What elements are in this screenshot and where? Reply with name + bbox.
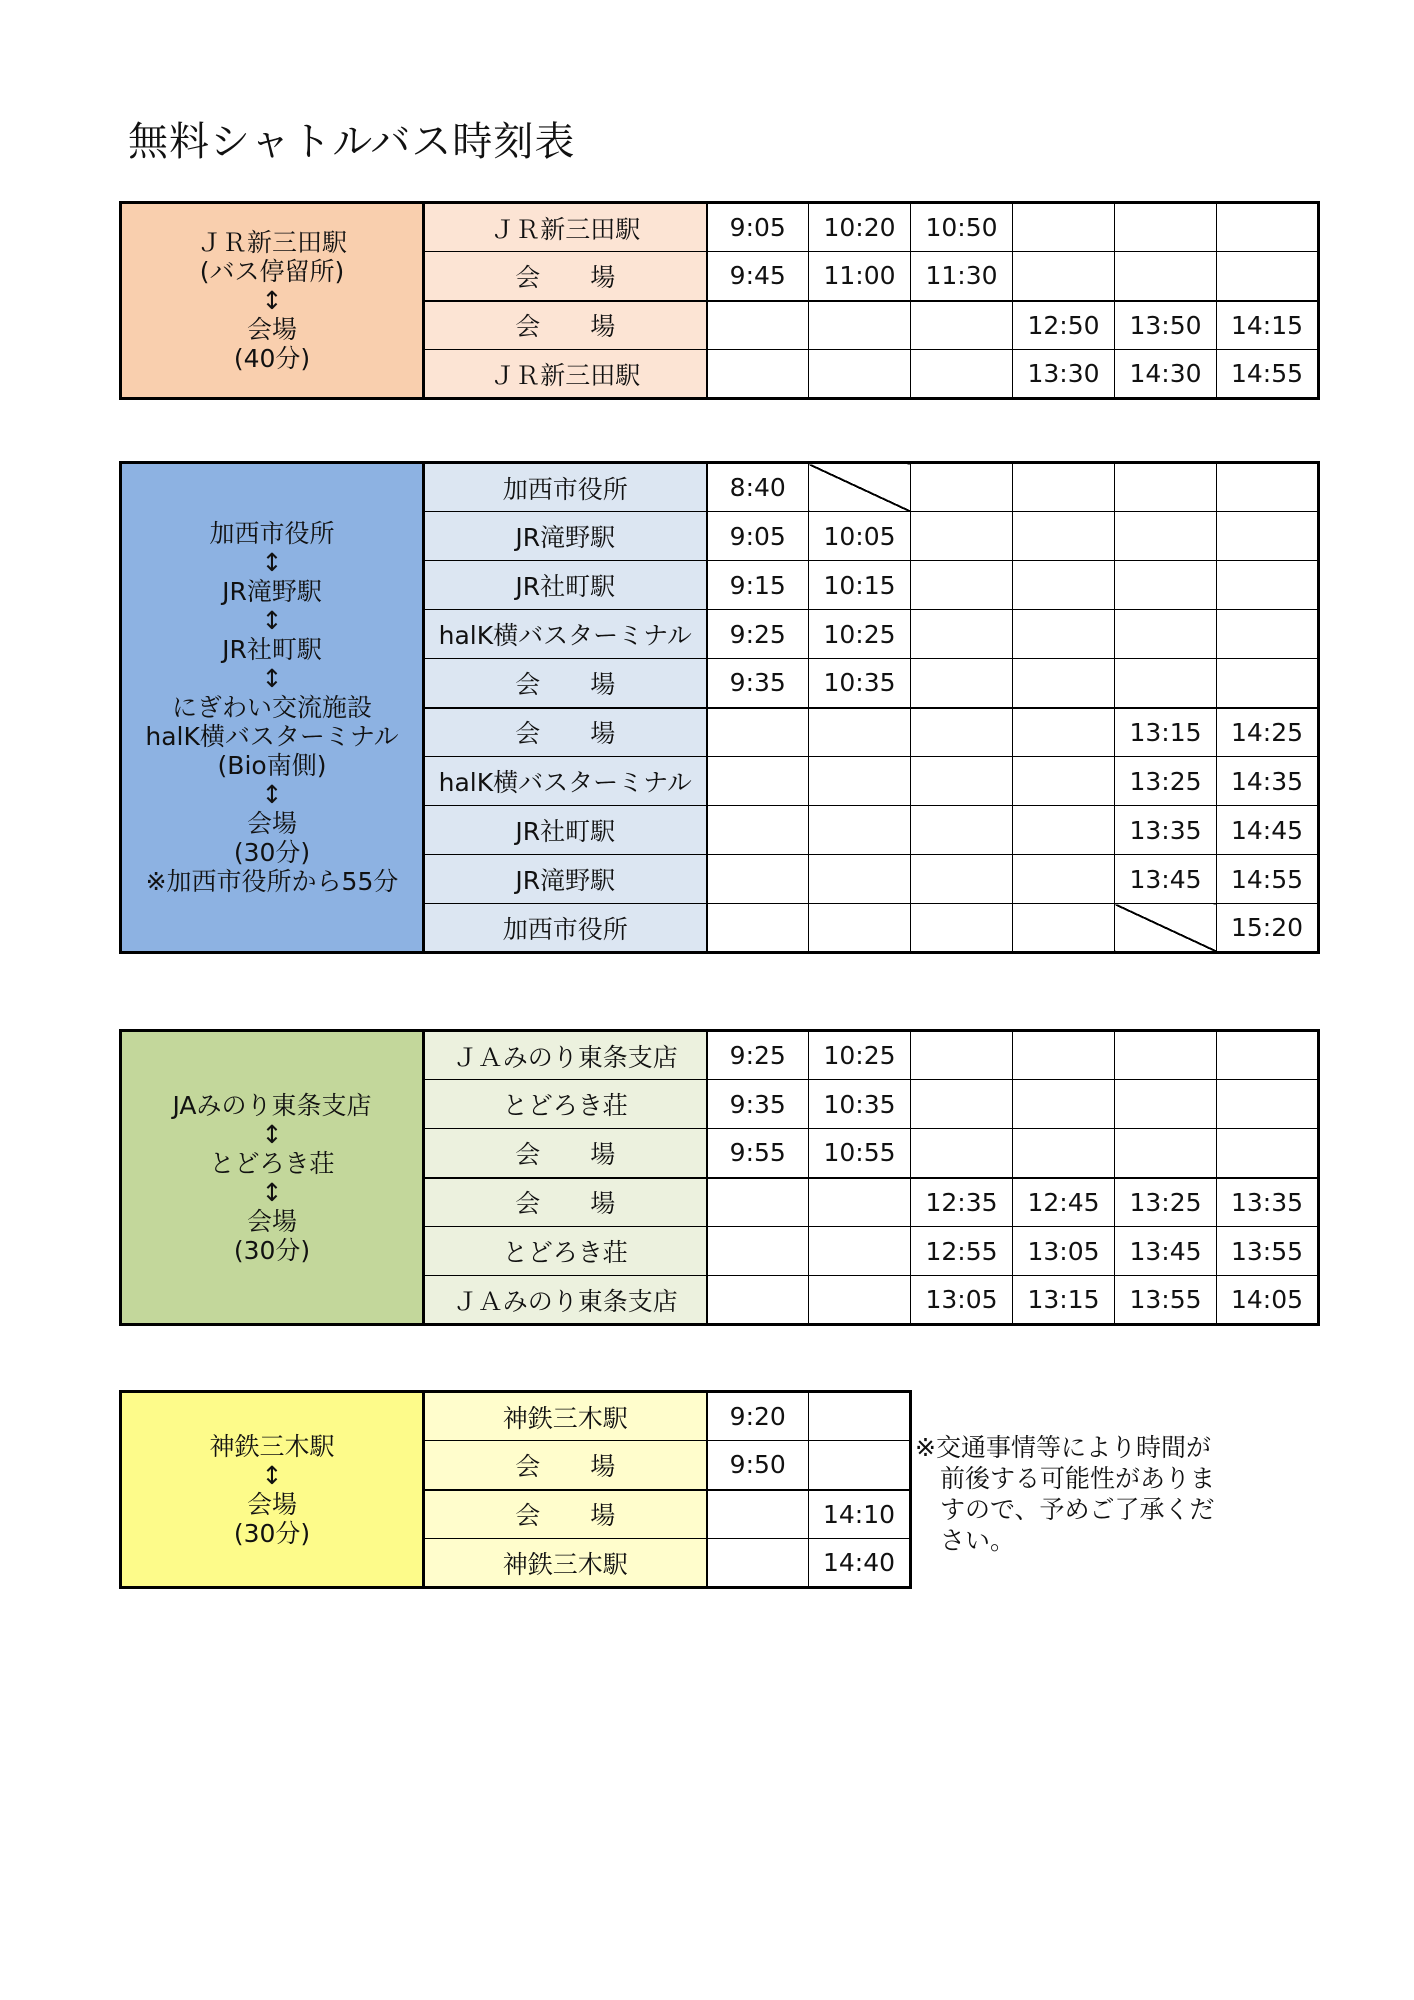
time-cell — [1115, 1129, 1217, 1178]
stop-name: JR滝野駅 — [424, 512, 707, 561]
time-cell: 13:45 — [1115, 855, 1217, 904]
time-cell — [911, 904, 1013, 953]
time-cell: 13:30 — [1013, 350, 1115, 399]
route-line: (30分) — [233, 1235, 311, 1265]
time-cell — [911, 561, 1013, 610]
time-cell — [707, 855, 809, 904]
table-row — [121, 203, 1319, 252]
time-cell — [1217, 561, 1319, 610]
time-cell — [1013, 1031, 1115, 1080]
time-cell — [911, 659, 1013, 708]
time-cell: 10:05 — [809, 512, 911, 561]
time-cell — [707, 806, 809, 855]
time-cell: 14:35 — [1217, 757, 1319, 806]
route-line: ↕ — [261, 1177, 283, 1207]
stop-name: 加西市役所 — [424, 904, 707, 953]
time-cell — [809, 806, 911, 855]
time-cell — [707, 757, 809, 806]
stop-name: 会 場 — [424, 1129, 707, 1178]
time-cell: 9:15 — [707, 561, 809, 610]
route-line: ↕ — [261, 1460, 283, 1490]
time-cell: 9:05 — [707, 512, 809, 561]
stop-name: JR社町駅 — [424, 561, 707, 610]
route-line: (30分) — [233, 838, 311, 867]
timetable-ja-minori — [119, 1029, 1320, 1326]
time-cell — [1013, 757, 1115, 806]
time-cell — [911, 1129, 1013, 1178]
time-cell — [1217, 512, 1319, 561]
route-line: ↕ — [261, 1119, 283, 1149]
time-cell — [1217, 203, 1319, 252]
stop-name: 会 場 — [424, 1441, 707, 1490]
route-line: (40分) — [233, 344, 311, 373]
time-cell: 10:25 — [809, 610, 911, 659]
time-cell: 12:50 — [1013, 301, 1115, 350]
time-cell — [911, 463, 1013, 512]
route-line: ※加西市役所から55分 — [145, 867, 399, 896]
time-cell: 13:25 — [1115, 757, 1217, 806]
note-line: ※交通事情等により時間が — [915, 1433, 1211, 1462]
time-cell: 13:55 — [1217, 1227, 1319, 1276]
time-cell: 14:40 — [809, 1539, 911, 1588]
stop-name: 神鉄三木駅 — [424, 1392, 707, 1441]
time-cell: 8:40 — [707, 463, 809, 512]
time-cell: 12:35 — [911, 1178, 1013, 1227]
time-cell — [1013, 203, 1115, 252]
time-cell — [1115, 610, 1217, 659]
time-cell — [1115, 1031, 1217, 1080]
time-cell — [809, 708, 911, 757]
route-line: 会場 — [246, 1206, 297, 1236]
stop-name: 会 場 — [424, 1178, 707, 1227]
time-cell — [911, 610, 1013, 659]
time-cell: 10:35 — [809, 659, 911, 708]
stop-name: halK横バスターミナル — [424, 757, 707, 806]
timetable-jr-shinsanda — [119, 201, 1320, 400]
route-line: ↕ — [261, 780, 283, 809]
route-line: halK横バスターミナル — [145, 722, 399, 751]
route-label — [121, 203, 424, 399]
stop-name: ＪＲ新三田駅 — [424, 350, 707, 399]
route-label — [121, 1392, 424, 1588]
time-cell — [911, 1031, 1013, 1080]
time-cell: 10:50 — [911, 203, 1013, 252]
time-cell: 9:35 — [707, 659, 809, 708]
time-cell — [1115, 1080, 1217, 1129]
time-cell — [707, 350, 809, 399]
time-cell: 9:50 — [707, 1441, 809, 1490]
time-cell — [911, 1080, 1013, 1129]
route-line: 会場 — [246, 1489, 297, 1519]
time-cell — [1013, 1129, 1115, 1178]
time-cell — [911, 757, 1013, 806]
route-line: ↕ — [261, 664, 283, 693]
time-cell — [1217, 1129, 1319, 1178]
table-row — [121, 1031, 1319, 1080]
route-line: ↕ — [261, 606, 283, 635]
time-cell: 14:10 — [809, 1490, 911, 1539]
time-cell — [1013, 708, 1115, 757]
time-cell: 14:25 — [1217, 708, 1319, 757]
time-cell — [1013, 252, 1115, 301]
stop-name: ＪＲ新三田駅 — [424, 203, 707, 252]
time-cell — [1217, 1031, 1319, 1080]
stop-name: ＪＡみのり東条支店 — [424, 1276, 707, 1325]
route-label — [121, 1031, 424, 1325]
time-cell — [809, 1276, 911, 1325]
time-cell — [1115, 463, 1217, 512]
time-cell: 14:55 — [1217, 855, 1319, 904]
route-line: 神鉄三木駅 — [209, 1431, 335, 1461]
time-cell: 10:20 — [809, 203, 911, 252]
time-cell: 15:20 — [1217, 904, 1319, 953]
time-cell: 10:35 — [809, 1080, 911, 1129]
stop-name: 会 場 — [424, 659, 707, 708]
stop-name: ＪＡみのり東条支店 — [424, 1031, 707, 1080]
time-cell — [707, 1539, 809, 1588]
disclaimer-note — [915, 1432, 1255, 1556]
route-line: JR滝野駅 — [222, 577, 322, 606]
time-cell — [1217, 1080, 1319, 1129]
time-cell — [1115, 561, 1217, 610]
time-cell — [809, 904, 911, 953]
stop-name: 会 場 — [424, 301, 707, 350]
time-cell: 14:55 — [1217, 350, 1319, 399]
time-cell — [809, 757, 911, 806]
timetable-shintetsu-miki — [119, 1390, 912, 1589]
time-cell — [1013, 904, 1115, 953]
time-cell — [911, 301, 1013, 350]
time-cell: 9:25 — [707, 1031, 809, 1080]
table-row — [121, 463, 1319, 512]
route-line: 加西市役所 — [209, 519, 335, 548]
time-cell: 13:15 — [1013, 1276, 1115, 1325]
note-line: すので、予めご了承くだ — [940, 1495, 1215, 1524]
stop-name: とどろき荘 — [424, 1227, 707, 1276]
route-line: にぎわい交流施設 — [171, 693, 372, 722]
stop-name: 会 場 — [424, 1490, 707, 1539]
time-cell — [707, 1178, 809, 1227]
time-cell — [1115, 203, 1217, 252]
time-cell — [911, 855, 1013, 904]
page-title: 無料シャトルバス時刻表 — [128, 119, 576, 165]
route-line: 会場 — [246, 809, 297, 838]
time-cell: 13:45 — [1115, 1227, 1217, 1276]
time-cell — [707, 1227, 809, 1276]
time-cell — [1013, 512, 1115, 561]
time-cell — [707, 708, 809, 757]
time-cell — [1115, 659, 1217, 708]
time-cell — [1013, 855, 1115, 904]
time-cell: 9:20 — [707, 1392, 809, 1441]
time-cell: 12:45 — [1013, 1178, 1115, 1227]
note-line: さい。 — [940, 1526, 1016, 1555]
time-cell: 12:55 — [911, 1227, 1013, 1276]
route-line: (バス停留所) — [199, 257, 345, 286]
route-line: とどろき荘 — [209, 1148, 335, 1178]
table-row — [121, 1392, 911, 1441]
time-cell: 14:30 — [1115, 350, 1217, 399]
route-line: ↕ — [261, 286, 283, 315]
time-cell — [809, 1178, 911, 1227]
time-cell: 13:35 — [1115, 806, 1217, 855]
route-line: (30分) — [233, 1518, 311, 1548]
time-cell: 13:05 — [911, 1276, 1013, 1325]
time-cell: 9:35 — [707, 1080, 809, 1129]
time-cell — [1115, 512, 1217, 561]
time-cell — [1013, 561, 1115, 610]
time-cell — [1013, 659, 1115, 708]
time-cell — [809, 1227, 911, 1276]
time-cell — [809, 1441, 911, 1490]
stop-name: JR社町駅 — [424, 806, 707, 855]
time-cell: 9:45 — [707, 252, 809, 301]
time-cell-empty-slash — [809, 463, 911, 512]
time-cell: 13:25 — [1115, 1178, 1217, 1227]
stop-name: 神鉄三木駅 — [424, 1539, 707, 1588]
stop-name: 会 場 — [424, 708, 707, 757]
time-cell — [707, 1276, 809, 1325]
stop-name: とどろき荘 — [424, 1080, 707, 1129]
time-cell: 13:35 — [1217, 1178, 1319, 1227]
time-cell — [809, 855, 911, 904]
time-cell — [1013, 463, 1115, 512]
time-cell — [707, 1490, 809, 1539]
time-cell — [1217, 252, 1319, 301]
stop-name: 加西市役所 — [424, 463, 707, 512]
time-cell: 10:55 — [809, 1129, 911, 1178]
route-line: JAみのり東条支店 — [172, 1090, 372, 1120]
time-cell — [911, 350, 1013, 399]
time-cell: 13:50 — [1115, 301, 1217, 350]
time-cell — [1013, 610, 1115, 659]
route-label — [121, 463, 424, 953]
time-cell — [1217, 463, 1319, 512]
time-cell: 9:55 — [707, 1129, 809, 1178]
stop-name: JR滝野駅 — [424, 855, 707, 904]
time-cell — [809, 1392, 911, 1441]
time-cell — [911, 708, 1013, 757]
time-cell — [1013, 806, 1115, 855]
time-cell — [707, 301, 809, 350]
stop-name: 会 場 — [424, 252, 707, 301]
time-cell — [809, 301, 911, 350]
stop-name: halK横バスターミナル — [424, 610, 707, 659]
route-line: JR社町駅 — [222, 635, 322, 664]
time-cell — [1115, 252, 1217, 301]
time-cell: 11:00 — [809, 252, 911, 301]
route-line: ＪＲ新三田駅 — [196, 228, 347, 257]
time-cell — [1217, 610, 1319, 659]
time-cell: 13:15 — [1115, 708, 1217, 757]
time-cell: 10:25 — [809, 1031, 911, 1080]
time-cell: 9:25 — [707, 610, 809, 659]
time-cell: 14:05 — [1217, 1276, 1319, 1325]
time-cell — [1217, 659, 1319, 708]
route-line: ↕ — [261, 548, 283, 577]
time-cell: 10:15 — [809, 561, 911, 610]
time-cell-empty-slash — [1115, 904, 1217, 953]
route-line: (Bio南側) — [217, 751, 327, 780]
time-cell: 14:45 — [1217, 806, 1319, 855]
time-cell — [809, 350, 911, 399]
time-cell: 13:05 — [1013, 1227, 1115, 1276]
time-cell: 13:55 — [1115, 1276, 1217, 1325]
time-cell — [911, 512, 1013, 561]
time-cell: 11:30 — [911, 252, 1013, 301]
note-line: 前後する可能性がありま — [940, 1464, 1216, 1493]
time-cell: 14:15 — [1217, 301, 1319, 350]
route-line: 会場 — [246, 315, 297, 344]
timetable-kasai — [119, 461, 1320, 954]
time-cell — [911, 806, 1013, 855]
time-cell — [707, 904, 809, 953]
time-cell: 9:05 — [707, 203, 809, 252]
time-cell — [1013, 1080, 1115, 1129]
